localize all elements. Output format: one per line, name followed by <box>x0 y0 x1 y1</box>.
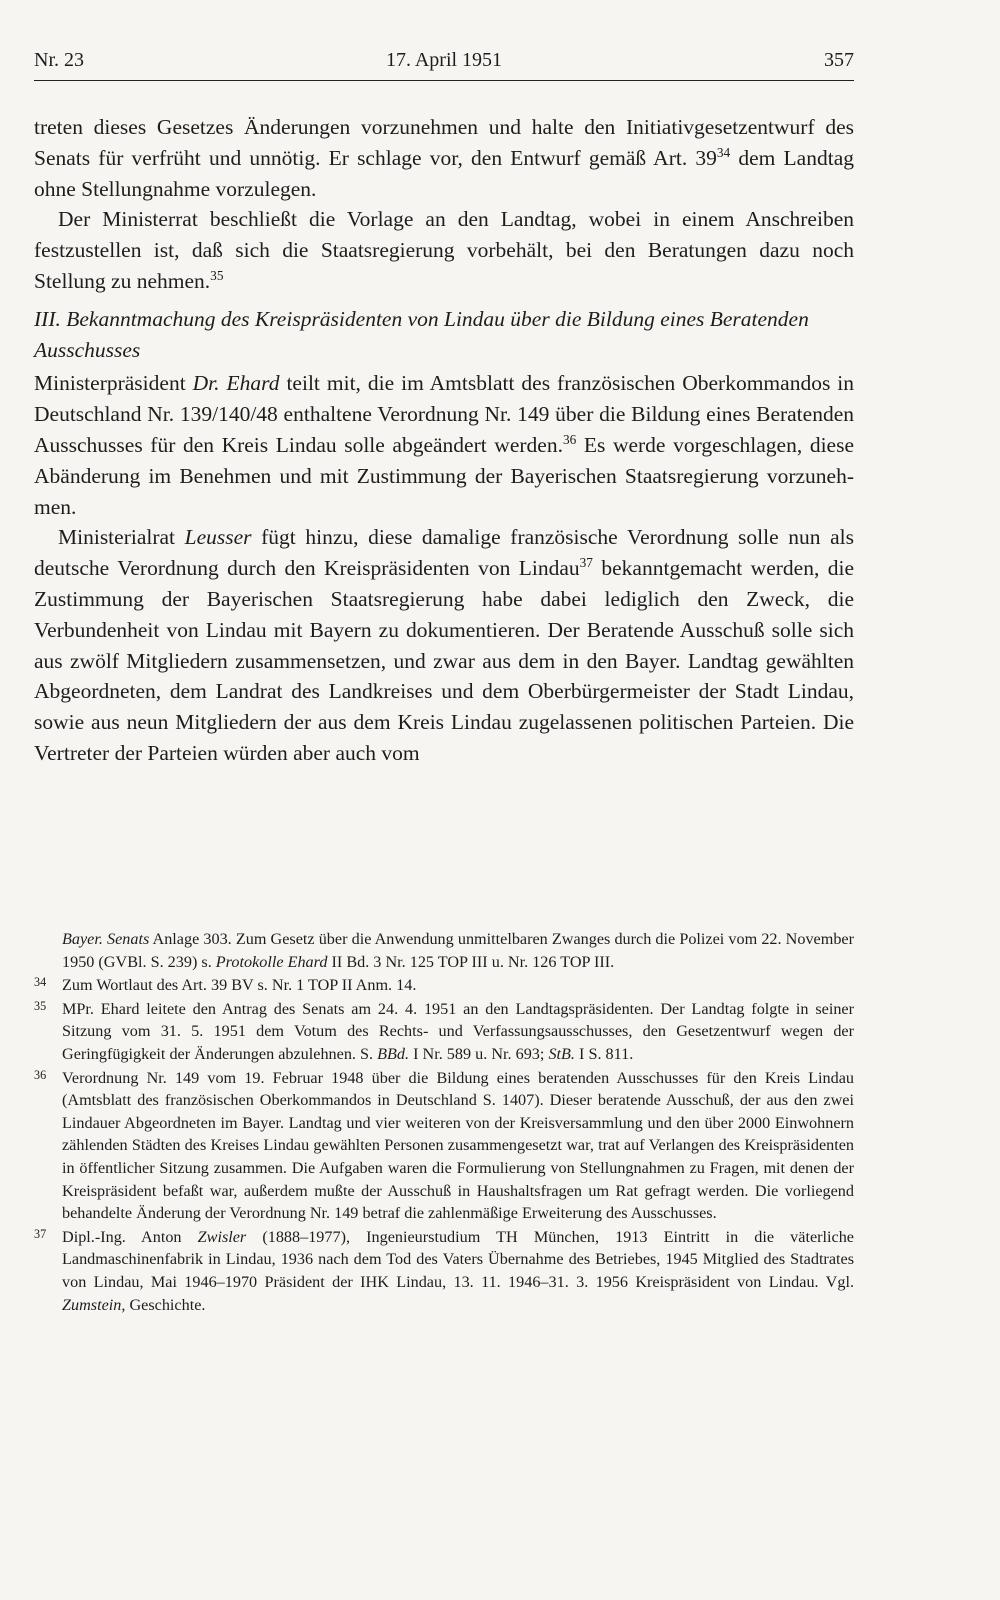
paragraph: Der Ministerrat beschließt die Vorlage an den Landtag, wobei in einem Anschreiben festzustellen ist, daß sich die Staatsregierung vorbehält, bei den Beratungen dazu noch Stellung zu nehmen.$^{35}$ <box>34 207 854 293</box>
footnote-36: $^{36}$ Verordnung Nr. 149 vom 19. Februar 1948 über die Bildung eines beratenden Ausschusses für den Kreis Lindau (Amtsblatt des französischen Oberkommandos in Deutschland S. 1407). Dieser beratende Ausschuß, der aus den zwei Lindauer Abgeordneten im Bayer. Landtag und vier weiteren von der Kreisversammlung und den über 2000 Einwohnern zählenden Städten des Kreises Lindau gewählten Personen zusammengesetzt war, trat auf Verlangen des Kreispräsidenten in öffentlicher Sitzung zusammen. Die Aufgaben waren die Formulierung von Stellungnahmen zu Fragen, mit denen der Kreispräsident befaßt war, außerdem mußte der Ausschuß in Haushaltsfragen um Rat gefragt werden. Die vorliegend behandelte Änderung der Verordnung Nr. 149 betraf die zahlenmäßige Erweiterung des Ausschusses. <box>34 1067 854 1223</box>
footnote-number: 35 <box>34 998 47 1013</box>
running-head <box>34 48 854 74</box>
person-name: Leusser <box>184 525 252 550</box>
document-page <box>34 0 854 1600</box>
footnote-ref: 35 <box>210 268 224 283</box>
footnotes <box>34 928 854 1317</box>
main-text <box>34 112 854 769</box>
footnote-number: 37 <box>34 1226 47 1241</box>
page-number: 357 <box>824 49 854 71</box>
protocol-number: Nr. 23 <box>34 49 84 71</box>
footnote-37: $^{37}$ Dipl.-Ing. Anton Zwisler (1888–1977), Ingenieurstudium TH München, 1913 Eintritt in die väterliche Landmaschinenfabrik in Lindau, 1936 nach dem Tod des Vaters Übernahme des Betriebes, 1945 Mitglied des Stadtrates von Lindau, Mai 1946–1970 Präsident der IHK Lindau, 13. 11. 1946–31. 3. 1956 Kreispräsident von Lindau. Vgl. Zumstein, Geschichte. <box>34 1226 854 1314</box>
footnote-34: $^{34}$ Zum Wortlaut des Art. 39 BV s. Nr. 1 TOP II Anm. 14. <box>34 974 417 995</box>
session-date: 17. April 1951 <box>385 49 503 71</box>
footnote-continuation: Bayer. Senats Anlage 303. Zum Gesetz über die Anwendung unmittelbaren Zwanges durch die Polizei vom 22. November 1950 (GVBl. S. 239) s. Protokolle Ehard II Bd. 3 Nr. 125 TOP III u. Nr. 126 TOP III. <box>62 930 854 971</box>
section-heading: III. Bekanntmachung des Kreispräsidenten von Lindau über die Bildung eines Beratenden Ausschusses <box>34 306 809 362</box>
paragraph: treten dieses Gesetzes Änderungen vorzunehmen und halte den Initiativgesetzentwurf des Senats für verfrüht und unnötig. Er schlage vor, den Entwurf gemäß Art. $39^{34}$ dem Landtag ohne Stellungnahme vorzulegen. <box>34 115 854 201</box>
footnote-ref: 34 <box>716 144 731 160</box>
footnote-number: 34 <box>34 974 47 989</box>
header-rule <box>34 80 854 81</box>
person-name: Dr. Ehard <box>192 371 280 396</box>
footnote-ref: 36 <box>562 431 577 447</box>
footnote-ref: 37 <box>579 555 593 571</box>
footnote-number: 36 <box>34 1067 47 1082</box>
paragraph: Ministerpräsident Dr. Ehard teilt mit, die im Amtsblatt des französischen Oberkommandos in Deutschland Nr. 139/140/48 enthaltene Verordnung Nr. 149 über die Bildung eines Beratenden Ausschusses für den Kreis Lindau solle abgeändert werden.$^{36}$ Es werde vorgeschlagen, diese Abänderung im Benehmen und mit Zustimmung der Bayerischen Staatsregierung vorzunehmen. <box>34 371 855 519</box>
footnote-35: $^{35}$ MPr. Ehard leitete den Antrag des Senats am 24. 4. 1951 an den Landtagspräsidenten. Der Landtag folgte in seiner Sitzung vom 31. 5. 1951 dem Votum des Rechts- und Verfassungsausschusses, den Gesetzentwurf wegen der Geringfügigkeit der Änderungen abzulehnen. S. BBd. I Nr. 589 u. Nr. 693; StB. I S. 811. <box>34 998 854 1063</box>
paragraph: Ministerialrat Leusser fügt hinzu, diese damalige französische Verordnung solle nun als deutsche Verordnung durch den Kreispräsidenten von Lindau$^{37}$ bekanntgemacht werden, die Zustimmung der Bayerischen Staatsregierung habe dabei lediglich den Zweck, die Verbundenheit von Lindau mit Bayern zu dokumentieren. Der Beratende Ausschuß solle sich aus zwölf Mitgliedern zusammensetzen, und zwar aus dem in den Bayer. Landtag gewählten Abgeordneten, dem Landrat des Landkreises und dem Oberbürgermeister der Stadt Lindau, sowie aus neun Mitgliedern der aus dem Kreis Lindau zugelassenen politischen Parteien. Die Vertreter der Parteien würden aber auch vom <box>34 525 855 765</box>
